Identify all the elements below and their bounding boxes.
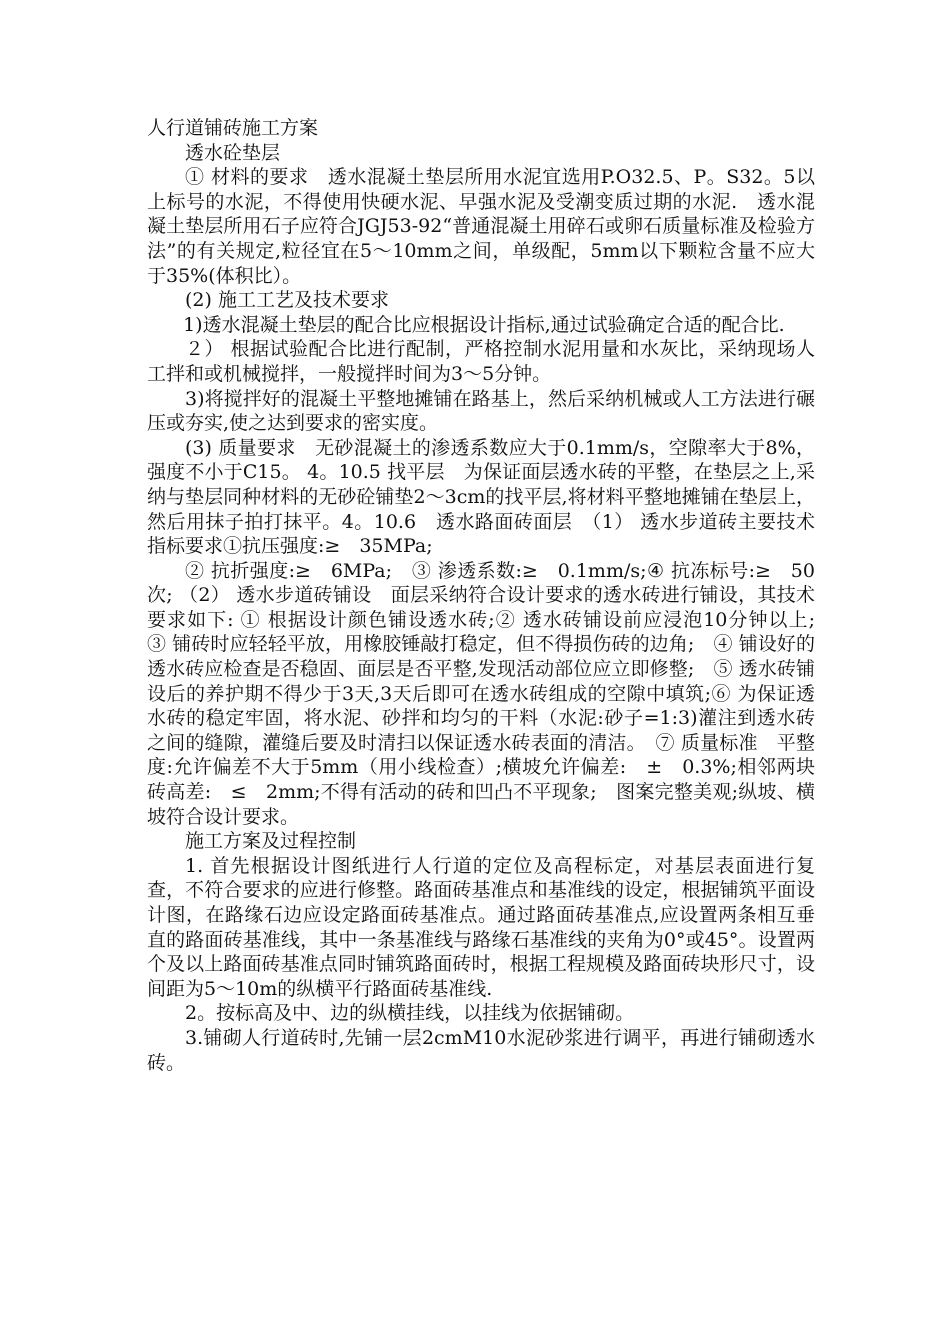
section-heading: 施工方案及过程控制	[185, 830, 357, 853]
paragraph: ２） 根据试验配合比进行配制，严格控制水泥用量和水灰比，采纳现场人工拌和或机械搅拌，一般搅拌时间为3～5分钟。	[147, 338, 815, 385]
paragraph: ① 材料的要求 透水混凝土垫层所用水泥宜选用P.O32.5、P。S32。5以上标号的水泥，不得使用快硬水泥、早强水泥及受潮变质过期的水泥. 透水混凝土垫层所用石子应符合JGJ53-92“普通混凝土用碎石或卵石质量标准及检验方法”的有关规定,粒径宜在5～10mm之间，单级配，5mm以下颗粒含量不应大于35%(体积比）。	[147, 166, 815, 287]
paragraph: 3)将搅拌好的混凝土平整地摊铺在路基上，然后采纳机械或人工方法进行碾压或夯实,使之达到要求的密实度。	[147, 387, 815, 435]
paragraph: 1. 首先根据设计图纸进行人行道的定位及高程标定，对基层表面进行复查，不符合要求的应进行修整。路面砖基准点和基准线的设定，根据铺筑平面设计图，在路缘石边应设定路面砖基准点。通过路面砖基准点,应设置两条相互垂直的路面砖基准线，其中一条基准线与路缘石基准线的夹角为0°或45°。设置两个及以上路面砖基准点同时铺筑路面砖时，根据工程规模及路面砖块形尺寸，设间距为5～10m的纵横平行路面砖基准线.	[147, 854, 815, 1000]
paragraph: 1)透水混凝土垫层的配合比应根据设计指标,通过试验确定合适的配合比.	[183, 313, 785, 336]
document-title: 人行道铺砖施工方案	[147, 117, 319, 139]
paragraph: ② 抗折强度:≥ 6MPa; ③ 渗透系数:≥ 0.1mm/s;④ 抗冻标号:≥ 50次; （2） 透水步道砖铺设 面层采纳符合设计要求的透水砖进行铺设，其技术要求如下: ① 根据设计颜色铺设透水砖;② 透水砖铺设前应浸泡10分钟以上; ③ 铺砖时应轻轻平放，用橡胶锤敲打稳定，但不得损伤砖的边角; ④ 铺设好的透水砖应检查是否稳固、面层是否平整,发现活动部位应立即修整; ⑤ 透水砖铺设后的养护期不得少于3天,3天后即可在透水砖组成的空隙中填筑;⑥ 为保证透水砖的稳定牢固，将水泥、砂拌和均匀的干料（水泥:砂子=1:3)灌注到透水砖之间的缝隙，灌缝后要及时清扫以保证透水砖表面的清洁。 ⑦ 质量标准 平整度:允许偏差不大于5mm（用小线检查）;横坡允许偏差: ± 0.3%;相邻两块砖高差: ≤ 2mm;不得有活动的砖和凹凸不平现象; 图案完整美观;纵坡、横坡符合设计要求。	[147, 559, 841, 828]
section-heading: (2) 施工工艺及技术要求	[185, 289, 389, 312]
section-heading: 透水砼垫层	[185, 141, 281, 164]
paragraph: 2。按标高及中、边的纵横挂线，以挂线为依据铺砌。	[185, 1002, 635, 1025]
document-body	[147, 116, 841, 1075]
paragraph: 3.铺砌人行道砖时,先铺一层2cmM10水泥砂浆进行调平，再进行铺砌透水砖。	[147, 1026, 815, 1074]
paragraph: (3) 质量要求 无砂混凝土的渗透系数应大于0.1mm/s，空隙率大于8%，强度不小于C15。 4。10.5 找平层 为保证面层透水砖的平整，在垫层之上,采纳与垫层同种材料的无砂砼铺垫2～3cm的找平层,将材料平整地摊铺在垫层上，然后用抹子拍打抹平。4。10.6 透水路面砖面层 （1） 透水步道砖主要技术指标要求①抗压强度:≥ 35MPa;	[147, 436, 815, 558]
